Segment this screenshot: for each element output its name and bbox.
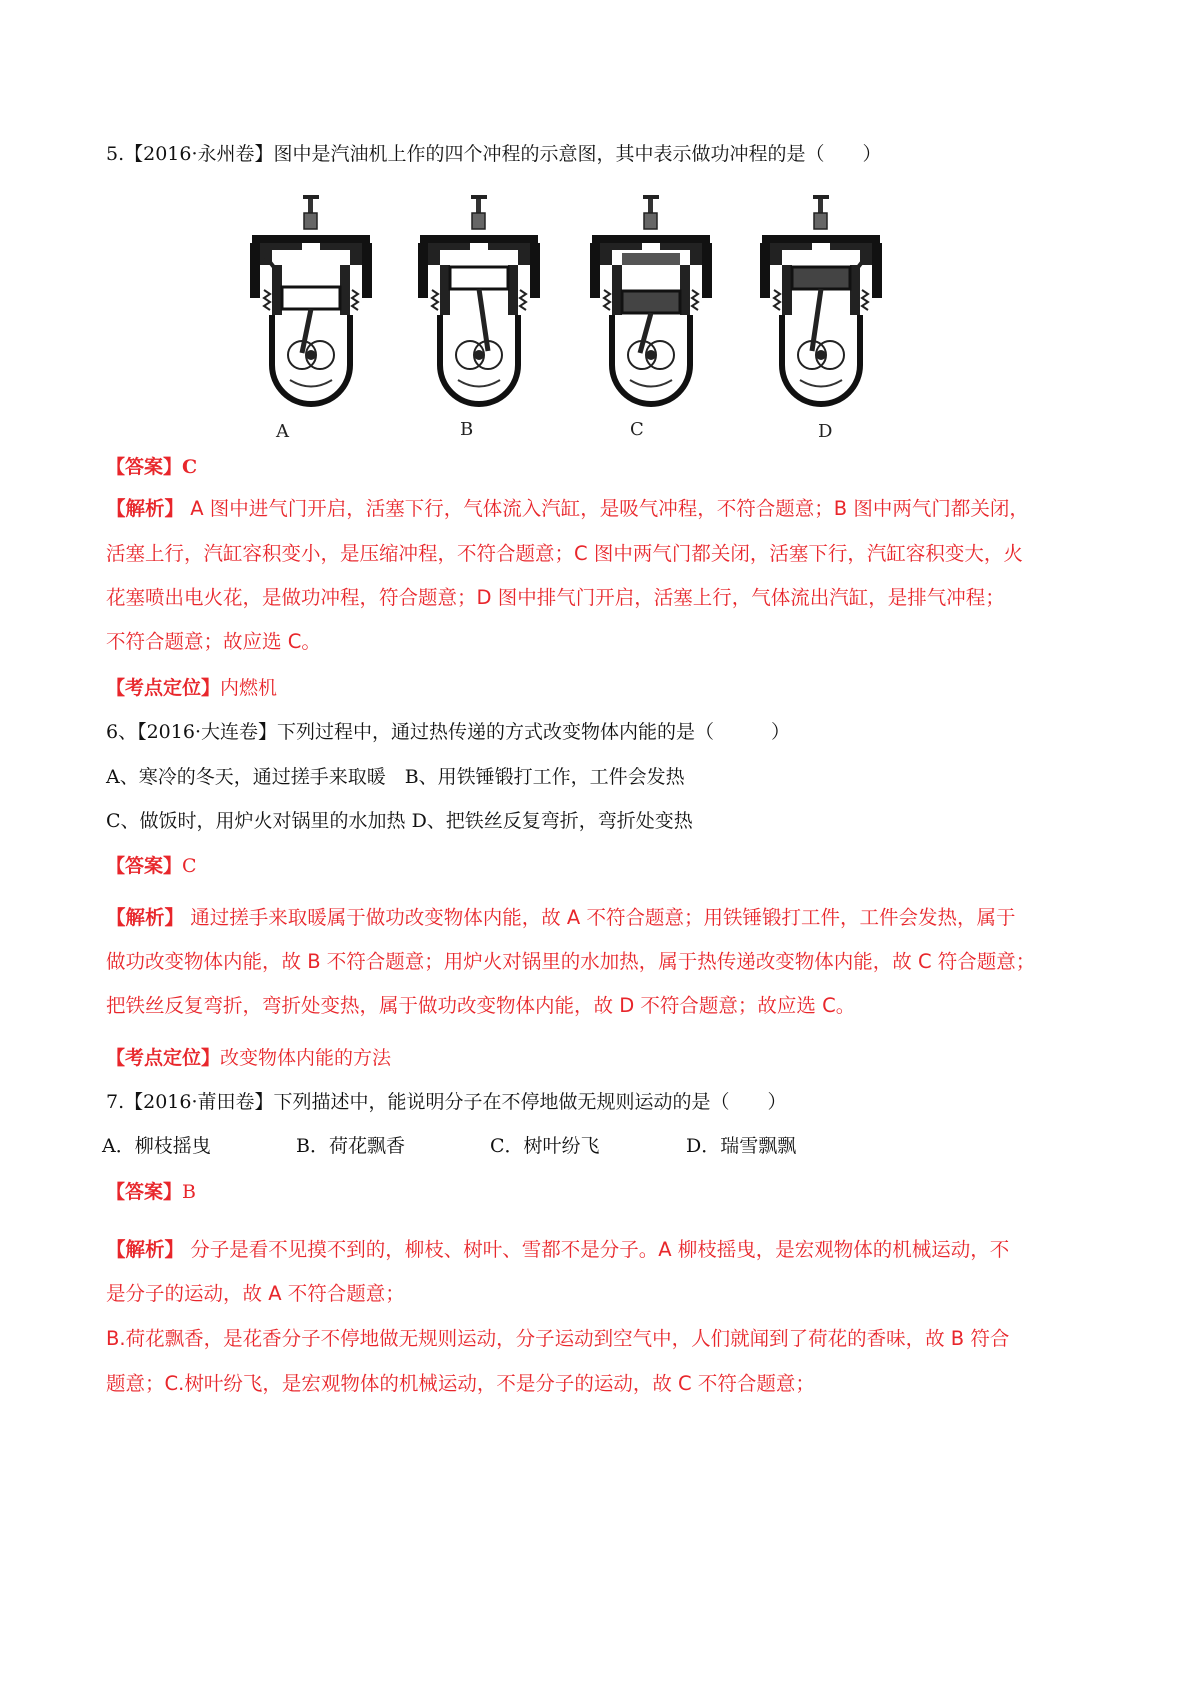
engine-strokes-figure bbox=[250, 195, 930, 465]
q7-analysis-line-4: 题意；C.树叶纷飞，是宏观物体的机械运动，不是分子的运动，故 C 不符合题意； bbox=[106, 1372, 815, 1395]
q6-options-line-1: A、寒冷的冬天，通过搓手来取暖 B、用铁锤锻打工作，工件会发热 bbox=[106, 766, 685, 788]
q5-answer bbox=[106, 455, 197, 479]
q6-stem: 6、【2016·大连卷】下列过程中，通过热传递的方式改变物体内能的是（ ） bbox=[106, 721, 790, 743]
q5-point-tag: 【考点定位】 bbox=[106, 677, 221, 699]
q5-answer-value: C bbox=[182, 456, 198, 478]
q7-analysis-line-1: 【解析】 分子是看不见摸不到的，柳枝、树叶、雪都不是分子。A 柳枝摇曳，是宏观物体的机械运动，不 bbox=[106, 1238, 1010, 1261]
q6-answer bbox=[106, 854, 197, 878]
figure-label-a: A bbox=[276, 421, 289, 442]
q6-answer-value: C bbox=[182, 855, 197, 877]
q5-analysis-line-3: 花塞喷出电火花，是做功冲程，符合题意；D 图中排气门开启，活塞上行，气体流出汽缸，是排气冲程； bbox=[106, 586, 1005, 609]
q7-option-c: C．树叶纷飞 bbox=[490, 1135, 600, 1157]
q7-stem: 7.【2016·莆田卷】下列描述中，能说明分子在不停地做无规则运动的是（ ） bbox=[106, 1091, 787, 1113]
q7-answer-value: B bbox=[182, 1181, 196, 1203]
q6-analysis-line-2: 做功改变物体内能，故 B 不符合题意；用炉火对锅里的水加热，属于热传递改变物体内能，故 C 符合题意； bbox=[106, 950, 1036, 973]
q6-point bbox=[106, 1046, 391, 1070]
q6-options-line-2: C、做饭时，用炉火对锅里的水加热 D、把铁丝反复弯折，弯折处变热 bbox=[106, 810, 693, 832]
q6-analysis-tag: 【解析】 bbox=[106, 906, 185, 929]
q6-analysis-line-1: 【解析】 通过搓手来取暖属于做功改变物体内能，故 A 不符合题意；用铁锤锻打工件，工件会发热，属于 bbox=[106, 906, 1016, 929]
q7-analysis-line-2: 是分子的运动，故 A 不符合题意； bbox=[106, 1282, 405, 1305]
q5-analysis-line-2: 活塞上行，汽缸容积变小，是压缩冲程，不符合题意；C 图中两气门都关闭，活塞下行，汽缸容积变大，火 bbox=[106, 542, 1023, 565]
q7-analysis-line-3: B.荷花飘香，是花香分子不停地做无规则运动，分子运动到空气中，人们就闻到了荷花的香味，故 B 符合 bbox=[106, 1327, 1010, 1350]
q6-point-tag: 【考点定位】 bbox=[106, 1047, 221, 1069]
figure-label-d: D bbox=[818, 421, 833, 442]
q7-answer-tag: 【答案】 bbox=[106, 1181, 183, 1203]
q5-point bbox=[106, 676, 277, 700]
q7-option-d: D．瑞雪飘飘 bbox=[686, 1135, 797, 1157]
q7-option-a: A．柳枝摇曳 bbox=[102, 1135, 211, 1157]
q7-option-b: B．荷花飘香 bbox=[296, 1135, 405, 1157]
q5-answer-tag: 【答案】 bbox=[106, 456, 183, 478]
q7-analysis-tag: 【解析】 bbox=[106, 1238, 185, 1261]
q6-point-value: 改变物体内能的方法 bbox=[220, 1047, 392, 1069]
figure-label-b: B bbox=[460, 419, 474, 440]
figure-label-c: C bbox=[630, 419, 644, 440]
q5-point-value: 内燃机 bbox=[220, 677, 278, 699]
q6-answer-tag: 【答案】 bbox=[106, 855, 183, 877]
q5-stem: 5.【2016·永州卷】图中是汽油机上作的四个冲程的示意图，其中表示做功冲程的是（ ） bbox=[106, 143, 882, 165]
q5-analysis-line-4: 不符合题意；故应选 C。 bbox=[106, 630, 321, 653]
q5-analysis-line-1: 【解析】 A 图中进气门开启，活塞下行，气体流入汽缸，是吸气冲程，不符合题意；B 图中两气门都关闭， bbox=[106, 497, 1029, 520]
q5-analysis-tag: 【解析】 bbox=[106, 497, 185, 520]
q7-answer bbox=[106, 1180, 196, 1204]
q6-analysis-line-3: 把铁丝反复弯折，弯折处变热，属于做功改变物体内能，故 D 不符合题意；故应选 C。 bbox=[106, 994, 856, 1017]
